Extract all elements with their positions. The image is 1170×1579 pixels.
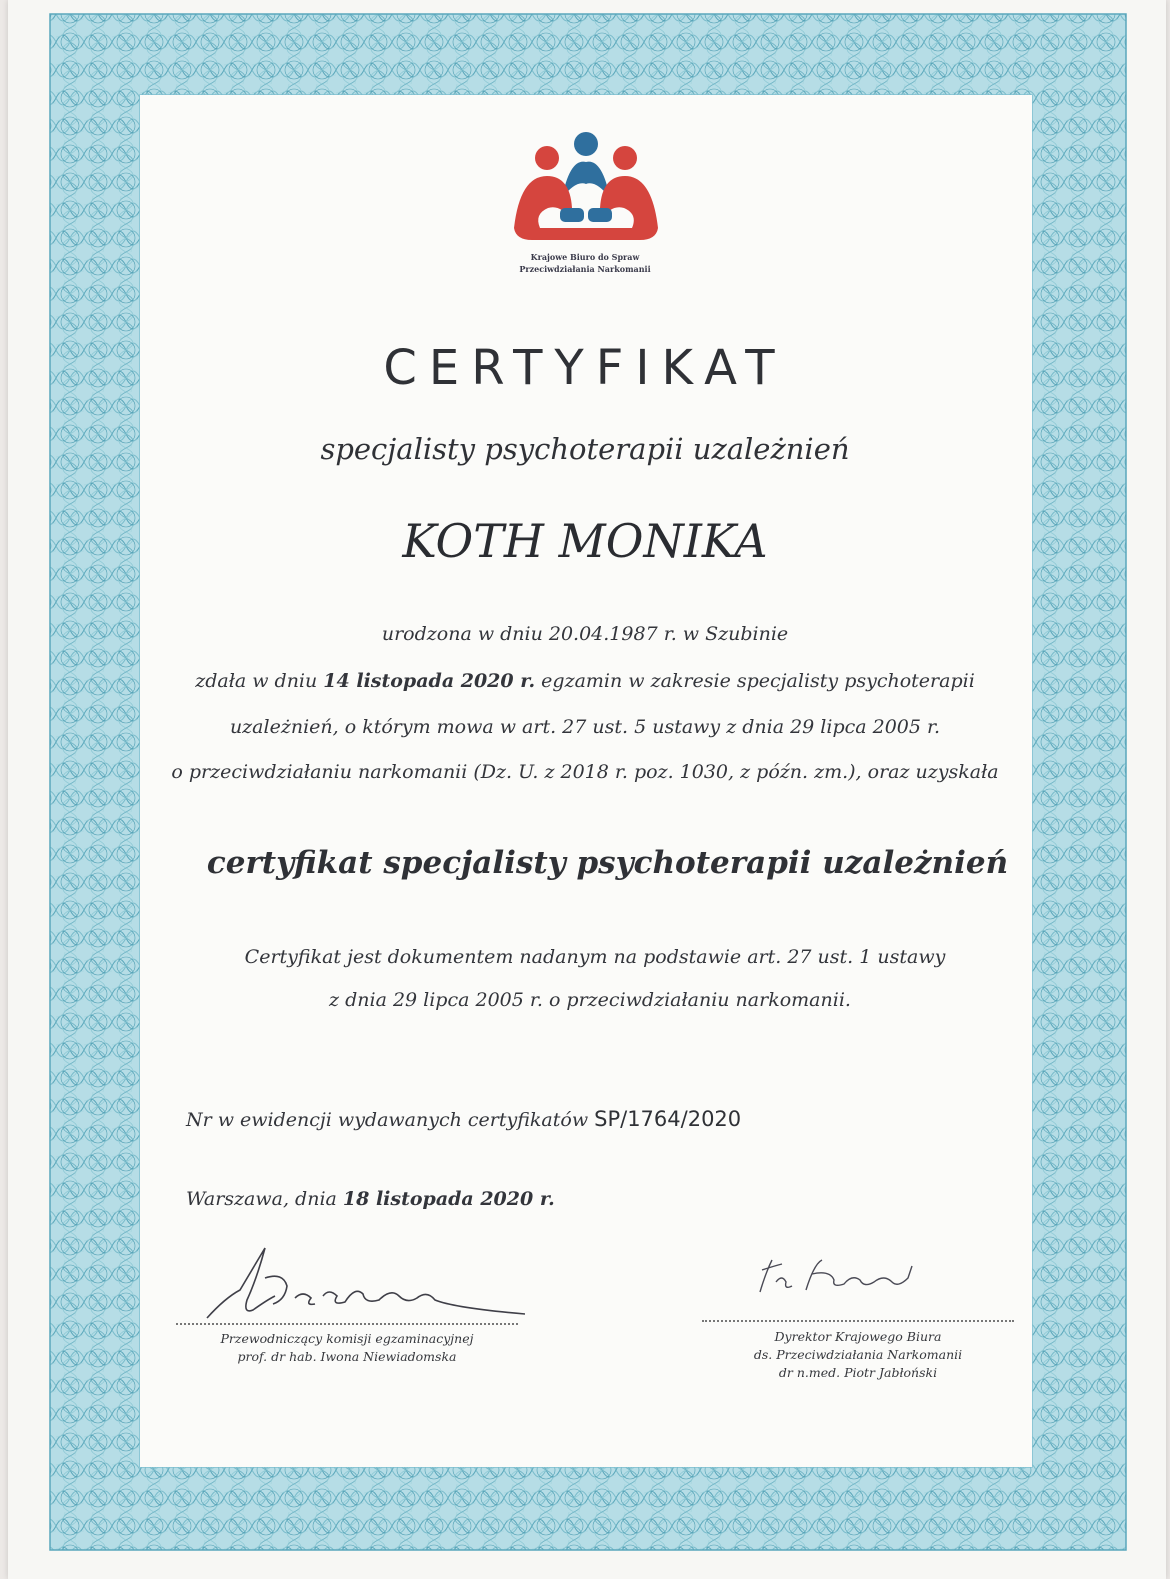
left-signature-role: Przewodniczący komisji egzaminacyjnej — [220, 1331, 474, 1346]
left-signature-name: prof. dr hab. Iwona Niewiadomska — [237, 1349, 457, 1364]
certificate-subtitle: specjalisty psychoterapii uzależnień — [320, 432, 850, 466]
left-signature-caption — [176, 1330, 518, 1366]
left-signature — [195, 1238, 525, 1328]
right-signature-name: dr n.med. Piotr Jabłoński — [778, 1365, 938, 1380]
right-signature-line — [702, 1320, 1014, 1322]
holder-name: KOTH MONIKA — [402, 514, 768, 568]
registry-label: Nr w ewidencji wydawanych certyfikatów — [186, 1109, 595, 1131]
statute-line: uzależnień, o którym mowa w art. 27 ust. 5 ustawy z dnia 29 lipca 2005 r. — [229, 716, 941, 738]
exam-line-post: egzamin w zakresie specjalisty psychoterapii — [535, 670, 975, 692]
basis-line-2: z dnia 29 lipca 2005 r. o przeciwdziałaniu narkomanii. — [329, 989, 851, 1011]
right-signature-org: ds. Przeciwdziałania Narkomanii — [753, 1347, 963, 1362]
place-date-line — [186, 1188, 555, 1210]
exam-line — [0, 670, 1170, 692]
basis-line-1: Certyfikat jest dokumentem nadanym na podstawie art. 27 ust. 1 ustawy — [244, 946, 946, 968]
right-signature — [752, 1252, 932, 1302]
right-signature-role: Dyrektor Krajowego Biura — [774, 1329, 942, 1344]
left-signature-line — [176, 1323, 518, 1325]
logo-caption-line1: Krajowe Biuro do Spraw — [530, 252, 640, 262]
certificate-title: CERTYFIKAT — [383, 340, 787, 396]
exam-date: 14 listopada 2020 r. — [323, 670, 536, 692]
birth-line: urodzona w dniu 20.04.1987 r. w Szubinie — [381, 623, 789, 645]
journal-line: o przeciwdziałaniu narkomanii (Dz. U. z 2018 r. poz. 1030, z późn. zm.), oraz uzyskała — [171, 761, 999, 783]
right-signature-caption — [702, 1328, 1014, 1382]
exam-line-pre: zdała w dniu — [195, 670, 324, 692]
registry-number: SP/1764/2020 — [594, 1107, 742, 1131]
certificate-type: certyfikat specjalisty psychoterapii uzależnień — [206, 845, 1009, 881]
logo-caption-line2: Przeciwdziałania Narkomanii — [519, 264, 651, 274]
issue-date: 18 listopada 2020 r. — [342, 1188, 555, 1210]
place: Warszawa, dnia — [186, 1188, 343, 1210]
registry-line — [186, 1107, 741, 1131]
